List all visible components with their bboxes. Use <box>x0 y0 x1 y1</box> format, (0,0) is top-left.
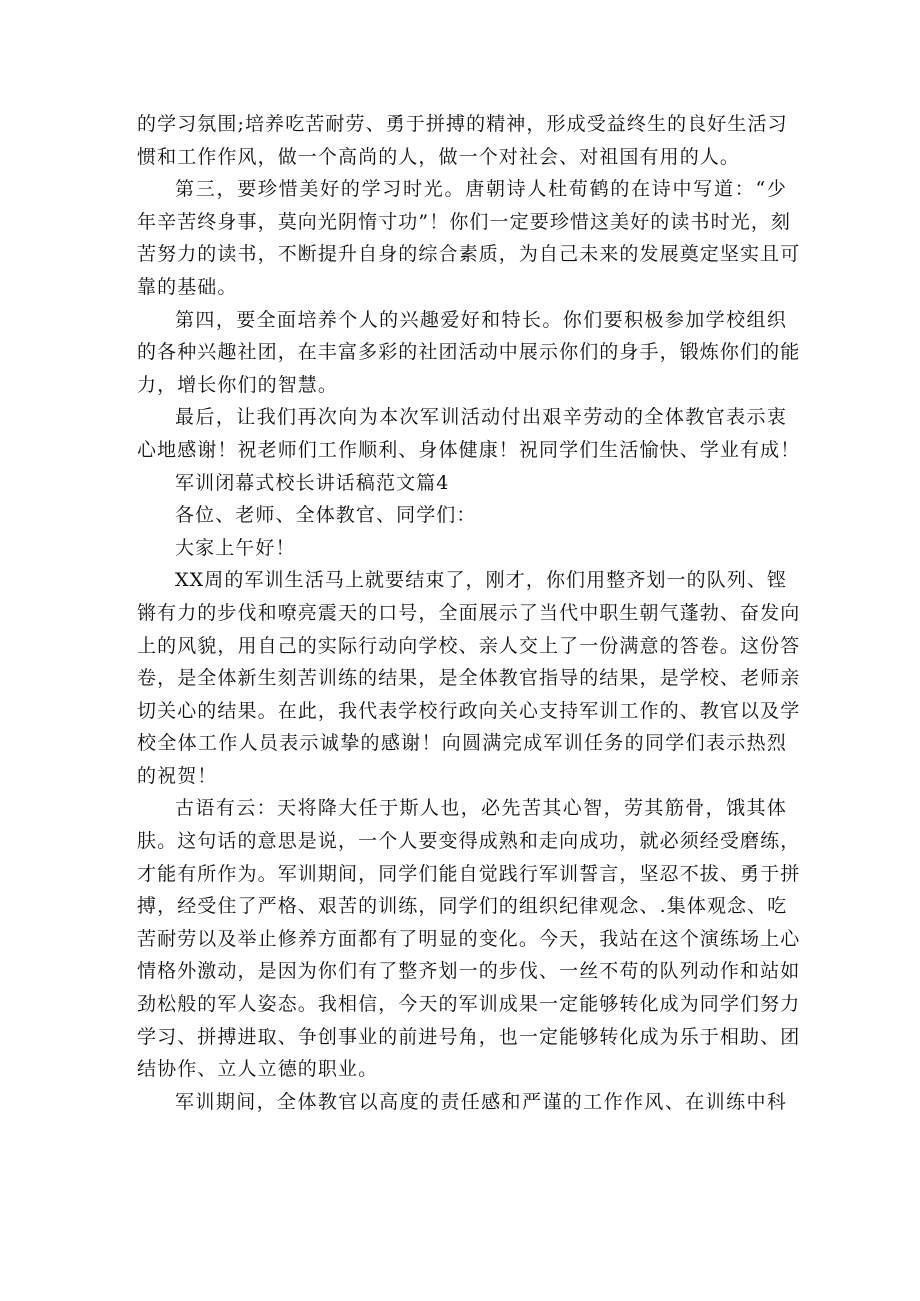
text-line: 古语有云：天将降大任于斯人也，必先苦其心智，劳其筋骨，饿其体 <box>175 797 787 820</box>
text-line: 肤。这句话的意思是说，一个人要变得成熟和走向成功，就必须经受磨练， <box>137 830 801 853</box>
text-line: 军训期间，全体教官以高度的责任感和严谨的工作作风、在训练中科 <box>175 1090 787 1113</box>
text-line: 各位、老师、全体教官、同学们： <box>175 504 477 527</box>
text-line: 结协作、立人立德的职业。 <box>137 1058 379 1081</box>
text-line: 大家上午好！ <box>175 536 296 559</box>
text-line: XX周的军训生活马上就要结束了，刚才，你们用整齐划一的队列、铿 <box>175 569 788 592</box>
text-line: 学习、拼搏进取、争创事业的前进号角，也一定能够转化成为乐于相助、团 <box>137 1025 801 1048</box>
text-line: 的学习氛围;培养吃苦耐劳、勇于拼搏的精神，形成受益终生的良好生活习 <box>137 113 788 135</box>
text-line: 锵有力的步伐和嘹亮震天的口号，全面展示了当代中职生朝气蓬勃、奋发向 <box>137 601 801 624</box>
text-line: 的各种兴趣社团，在丰富多彩的社团活动中展示你们的身手，锻炼你们的能 <box>137 341 801 364</box>
text-line: 劲松般的军人姿态。我相信，今天的军训成果一定能够转化成为同学们努力 <box>137 993 801 1016</box>
text-line: 最后，让我们再次向为本次军训活动付出艰辛劳动的全体教官表示衷 <box>175 406 787 429</box>
text-line: 苦努力的读书，不断提升自身的综合素质，为自己未来的发展奠定坚实且可 <box>137 243 801 266</box>
text-line: 靠的基础。 <box>137 275 238 298</box>
text-line: 校全体工作人员表示诚挚的感谢！向圆满完成军训任务的同学们表示热烈 <box>137 732 787 755</box>
text-line: 年辛苦终身事，莫向光阴惰寸功”！你们一定要珍惜这美好的读书时光，刻 <box>137 210 792 233</box>
text-line: 的祝贺！ <box>137 764 218 787</box>
text-line: 心地感谢！祝老师们工作顺利、身体健康！祝同学们生活愉快、学业有成！ <box>137 438 801 461</box>
text-line: 情格外激动，是因为你们有了整齐划一的步伐、一丝不苟的队列动作和站如 <box>137 960 801 983</box>
text-line: 惯和工作作风，做一个高尚的人，做一个对社会、对祖国有用的人。 <box>137 145 741 168</box>
text-line: 卷，是全体新生刻苦训练的结果，是全体教官指导的结果，是学校、老师亲 <box>137 667 801 690</box>
text-line: 第三，要珍惜美好的学习时光。唐朝诗人杜荀鹤的在诗中写道：“少 <box>175 178 787 201</box>
text-line: 力，增长你们的智慧。 <box>137 373 339 396</box>
text-line: 第四，要全面培养个人的兴趣爱好和特长。你们要积极参加学校组织 <box>175 308 787 331</box>
text-line: 上的风貌，用自己的实际行动向学校、亲人交上了一份满意的答卷。这份答 <box>137 634 801 657</box>
text-line: 苦耐劳以及举止修养方面都有了明显的变化。今天，我站在这个演练场上心 <box>137 927 801 950</box>
text-line: 搏，经受住了严格、艰苦的训练，同学们的组织纪律观念、.集体观念、吃 <box>137 895 788 918</box>
document-page <box>137 108 801 1118</box>
text-line: 才能有所作为。军训期间，同学们能自觉践行军训誓言，坚忍不拔、勇于拼 <box>137 862 801 885</box>
text-line: 军训闭幕式校长讲话稿范文篇4 <box>175 471 450 494</box>
text-line: 切关心的结果。在此，我代表学校行政向关心支持军训工作的、教官以及学 <box>137 699 801 722</box>
